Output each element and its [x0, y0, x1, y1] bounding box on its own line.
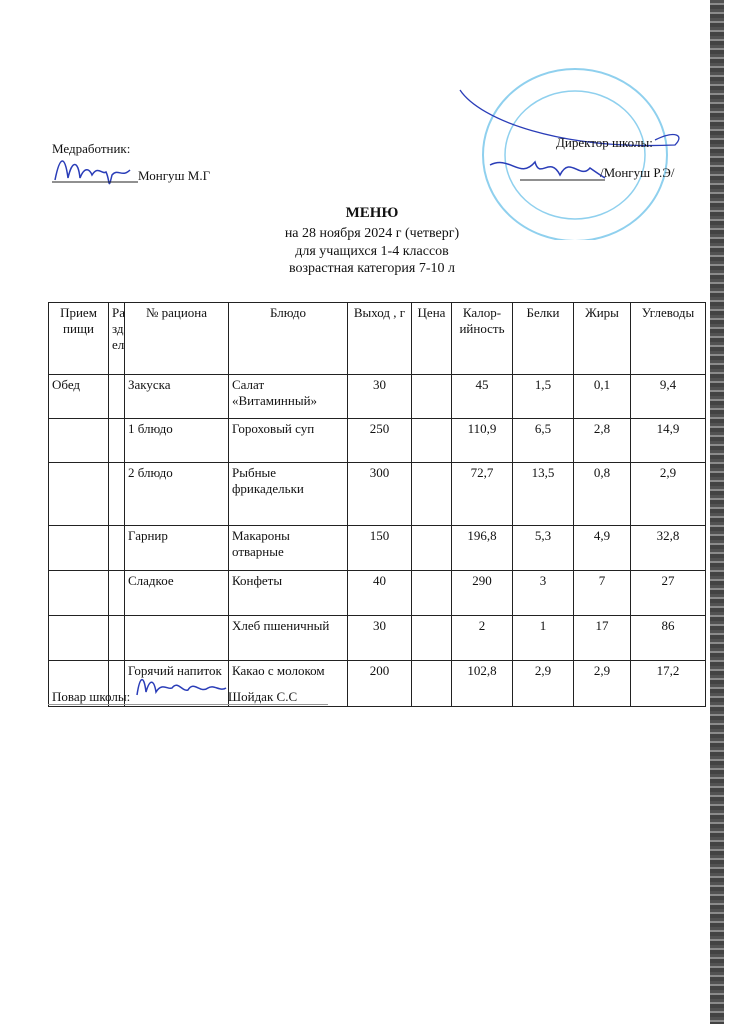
- column-header: Калор-ийность: [452, 303, 513, 375]
- menu-audience: для учащихся 1-4 классов: [295, 244, 449, 259]
- column-header: Ра зд ел: [109, 303, 125, 375]
- cook-signature: [132, 670, 230, 705]
- table-cell: 0,8: [574, 463, 631, 526]
- table-cell: Рыбные фрикадельки: [229, 463, 348, 526]
- table-row: [49, 463, 706, 526]
- table-cell: 17: [574, 616, 631, 661]
- table-cell: 2: [452, 616, 513, 661]
- table-cell: 290: [452, 571, 513, 616]
- table-cell: 102,8: [452, 661, 513, 707]
- column-header: Прием пищи: [49, 303, 109, 375]
- table-cell: 1 блюдо: [125, 419, 229, 463]
- director-signature: [480, 150, 610, 190]
- table-cell: [49, 571, 109, 616]
- table-cell: 5,3: [513, 526, 574, 571]
- table-cell: 300: [348, 463, 412, 526]
- scan-edge: [710, 0, 724, 1024]
- table-cell: Обед: [49, 375, 109, 419]
- table-cell: Сладкое: [125, 571, 229, 616]
- table-cell: Конфеты: [229, 571, 348, 616]
- table-cell: Гороховый суп: [229, 419, 348, 463]
- cook-name: Шойдак С.С: [228, 689, 298, 704]
- table-row: [49, 419, 706, 463]
- table-cell: Закуска: [125, 375, 229, 419]
- table-cell: 0,1: [574, 375, 631, 419]
- column-header: Углеводы: [631, 303, 706, 375]
- table-cell: 9,4: [631, 375, 706, 419]
- column-header: Блюдо: [229, 303, 348, 375]
- table-cell: 45: [452, 375, 513, 419]
- table-cell: Салат «Витаминный»: [229, 375, 348, 419]
- column-header: Жиры: [574, 303, 631, 375]
- table-cell: [412, 526, 452, 571]
- table-cell: [49, 419, 109, 463]
- table-cell: 3: [513, 571, 574, 616]
- menu-table: [48, 302, 706, 707]
- table-cell: Хлеб пшеничный: [229, 616, 348, 661]
- medic-label: Медработник:: [52, 141, 131, 156]
- table-cell: Макароны отварные: [229, 526, 348, 571]
- table-cell: [109, 526, 125, 571]
- cook-line: [48, 704, 328, 705]
- column-header: Цена: [412, 303, 452, 375]
- table-cell: [412, 375, 452, 419]
- medic-name: Монгуш М.Г: [138, 168, 211, 183]
- column-header: Белки: [513, 303, 574, 375]
- table-cell: 14,9: [631, 419, 706, 463]
- table-row: [49, 375, 706, 419]
- table-cell: 17,2: [631, 661, 706, 707]
- table-cell: [49, 526, 109, 571]
- table-cell: 2,8: [574, 419, 631, 463]
- table-cell: [109, 463, 125, 526]
- cook-label: Повар школы:: [52, 689, 131, 704]
- table-cell: [49, 616, 109, 661]
- table-cell: 7: [574, 571, 631, 616]
- table-cell: [109, 419, 125, 463]
- table-cell: 27: [631, 571, 706, 616]
- director-name: /Монгуш Р.Э/: [600, 165, 675, 180]
- table-cell: [412, 419, 452, 463]
- menu-date: на 28 ноября 2024 г (четверг): [284, 226, 460, 241]
- table-cell: 4,9: [574, 526, 631, 571]
- table-cell: [412, 661, 452, 707]
- table-cell: 2,9: [574, 661, 631, 707]
- table-cell: [109, 571, 125, 616]
- table-row: [49, 571, 706, 616]
- medic-signature: [50, 150, 140, 195]
- table-cell: 196,8: [452, 526, 513, 571]
- table-cell: 200: [348, 661, 412, 707]
- table-cell: [412, 616, 452, 661]
- table-header: [49, 303, 706, 375]
- column-header: Выход , г: [348, 303, 412, 375]
- table-cell: 2 блюдо: [125, 463, 229, 526]
- table-cell: [49, 463, 109, 526]
- table-cell: 72,7: [452, 463, 513, 526]
- table-cell: 1: [513, 616, 574, 661]
- table-cell: [412, 463, 452, 526]
- table-cell: 1,5: [513, 375, 574, 419]
- menu-age: возрастная категория 7-10 л: [289, 261, 455, 276]
- table-cell: [109, 616, 125, 661]
- table-cell: Горячий напиток: [125, 661, 229, 707]
- table-cell: Гарнир: [125, 526, 229, 571]
- table-cell: 13,5: [513, 463, 574, 526]
- table-cell: 2,9: [513, 661, 574, 707]
- table-cell: 150: [348, 526, 412, 571]
- table-cell: 2,9: [631, 463, 706, 526]
- table-row: [49, 616, 706, 661]
- table-cell: 6,5: [513, 419, 574, 463]
- column-header: № рациона: [125, 303, 229, 375]
- table-cell: 40: [348, 571, 412, 616]
- director-label: Директор школы:: [556, 135, 653, 150]
- table-cell: [125, 616, 229, 661]
- table-cell: 30: [348, 616, 412, 661]
- table-cell: 30: [348, 375, 412, 419]
- table-cell: Какао с молоком: [229, 661, 348, 707]
- table-cell: 86: [631, 616, 706, 661]
- page-title: МЕНЮ: [345, 205, 399, 221]
- table-cell: [412, 571, 452, 616]
- table-row: [49, 526, 706, 571]
- table-cell: 250: [348, 419, 412, 463]
- table-cell: [109, 375, 125, 419]
- table-cell: 110,9: [452, 419, 513, 463]
- table-cell: 32,8: [631, 526, 706, 571]
